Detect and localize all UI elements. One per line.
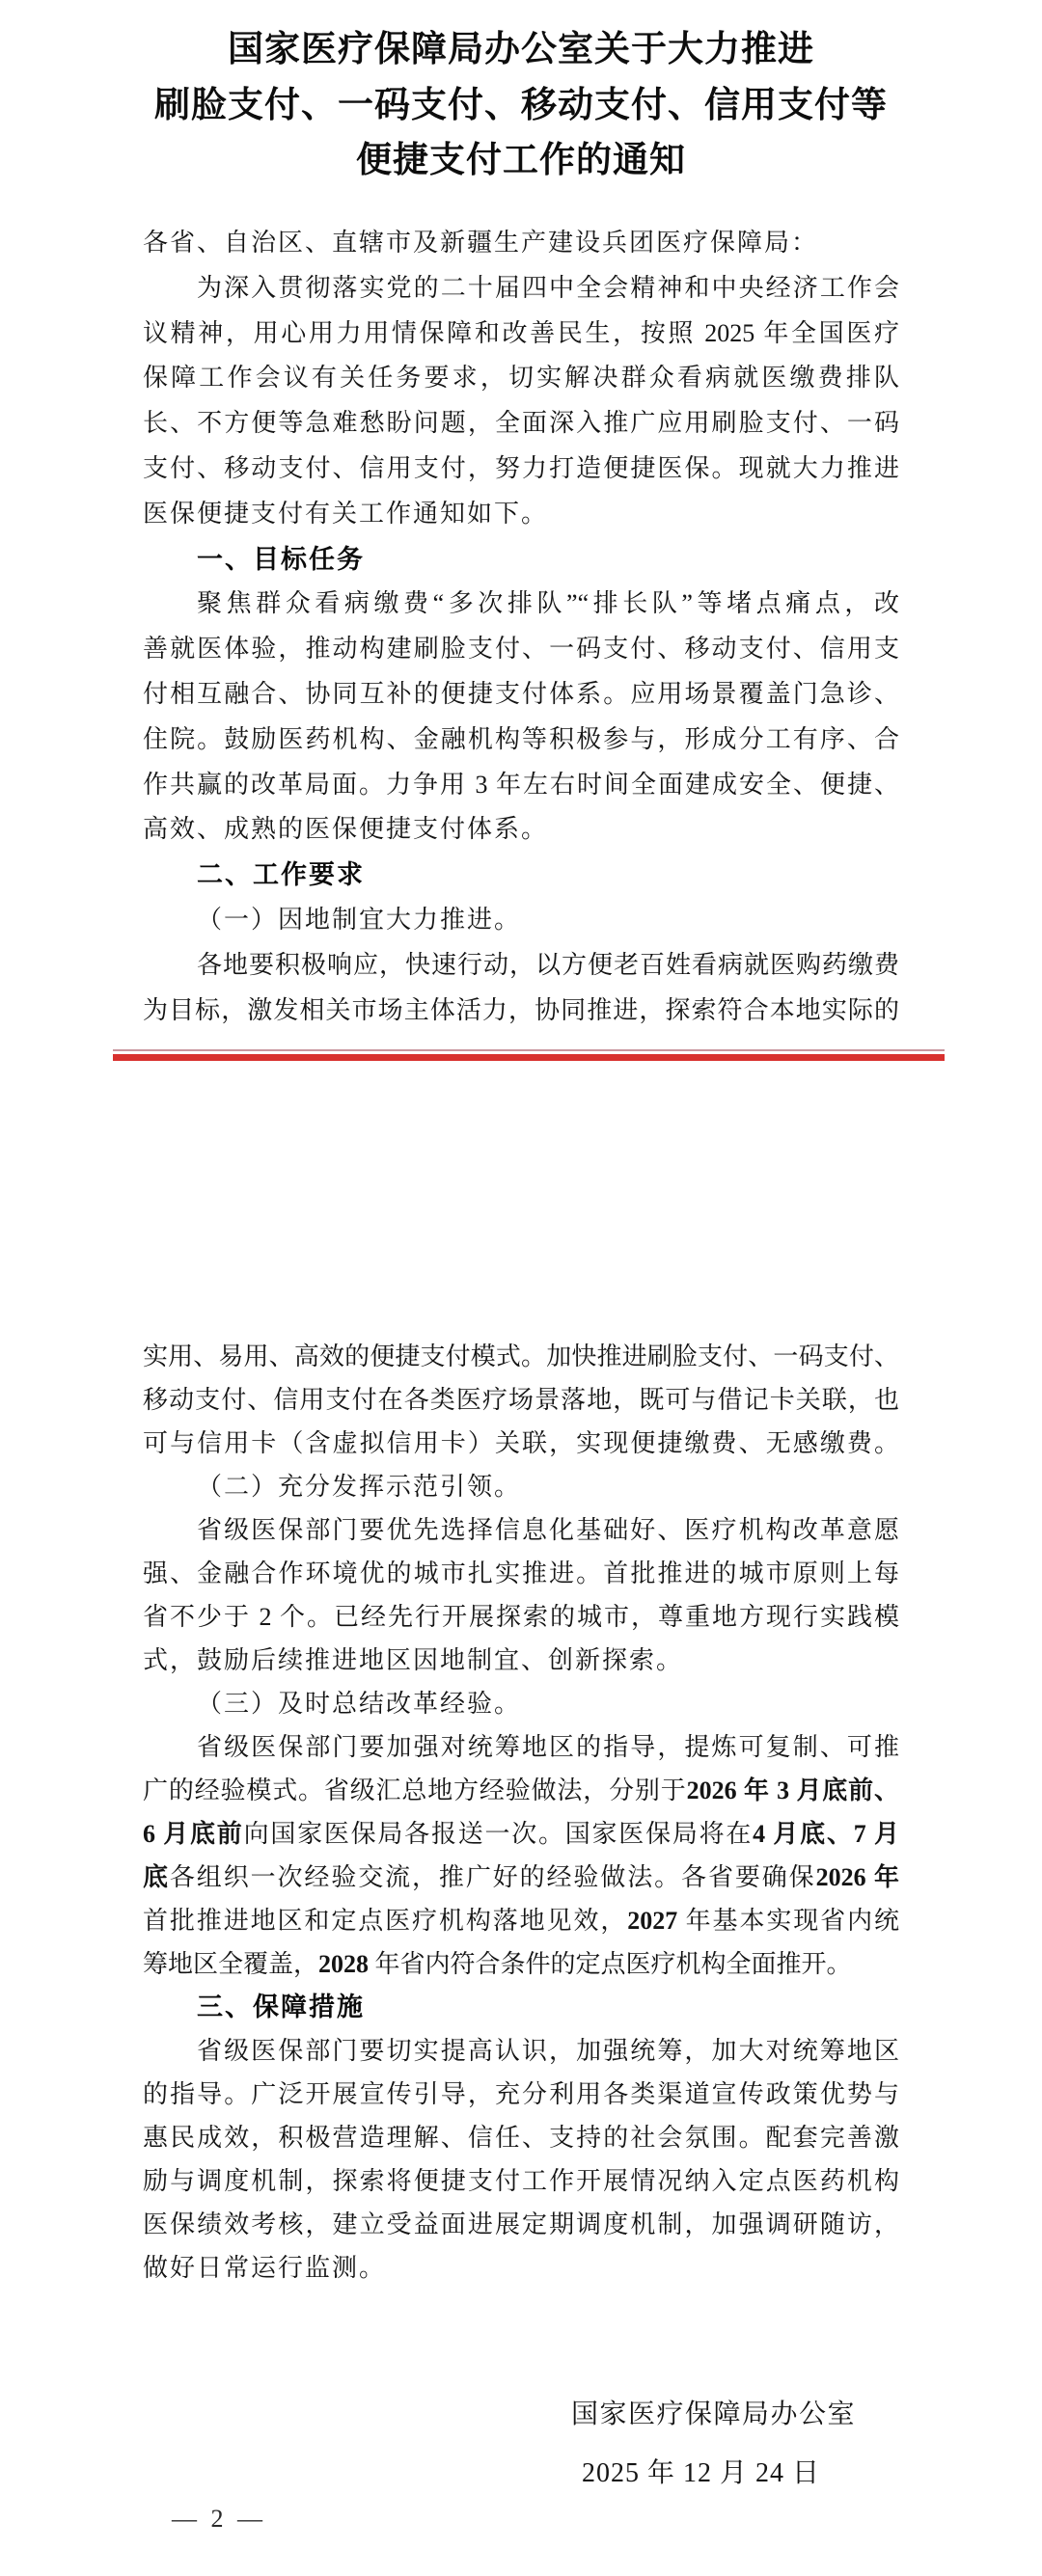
title-line: 便捷支付工作的通知 <box>356 141 686 180</box>
body-line: 强、金融合作环境优的城市扎实推进。首批推进的城市原则上每 <box>143 1559 899 1587</box>
body-line: 高效、成熟的医保便捷支付体系。 <box>143 815 549 844</box>
body-line: 住院。鼓励医药机构、金融机构等积极参与，形成分工有序、合 <box>143 724 899 753</box>
body-line: 做好日常运行监测。 <box>143 2254 387 2282</box>
body-line: 医保便捷支付有关工作通知如下。 <box>143 499 549 528</box>
section-heading: 二、工作要求 <box>197 860 365 890</box>
body-line: 省不少于 2 个。已经先行开展探索的城市，尊重地方现行实践模 <box>143 1603 899 1631</box>
body-line: 善就医体验，推动构建刷脸支付、一码支付、移动支付、信用支 <box>143 635 899 664</box>
subsection-heading: （三）及时总结改革经验。 <box>197 1690 522 1718</box>
body-line: 长、不方便等急难愁盼问题，全面深入推广应用刷脸支付、一码 <box>143 409 899 438</box>
body-line: 筹地区全覆盖，2028 年省内符合条件的定点医疗机构全面推开。 <box>143 1950 852 1978</box>
document-title <box>0 22 1042 189</box>
issuer-signature: 国家医疗保障局办公室 <box>570 2400 856 2429</box>
body-line: 省级医保部门要优先选择信息化基础好、医疗机构改革意愿 <box>197 1516 899 1544</box>
issue-date: 2025 年 12 月 24 日 <box>581 2458 820 2488</box>
title-line: 国家医疗保障局办公室关于大力推进 <box>228 30 814 69</box>
body-line: 6 月底前向国家医保局各报送一次。国家医保局将在4 月底、7 月 <box>143 1820 899 1848</box>
body-line: 聚焦群众看病缴费“多次排队”“排长队”等堵点痛点，改 <box>197 589 899 618</box>
page-number: — 2 — <box>172 2505 266 2533</box>
page2-body <box>143 1335 899 2290</box>
subsection-heading: （二）充分发挥示范引领。 <box>197 1473 522 1501</box>
body-line: 医保绩效考核，建立受益面进展定期调度机制，加强调研随访， <box>143 2210 899 2238</box>
body-line: 付相互融合、协同互补的便捷支付体系。应用场景覆盖门急诊、 <box>143 679 899 708</box>
body-line: 议精神，用心用力用情保障和改善民生，按照 2025 年全国医疗 <box>143 318 899 347</box>
title-line: 刷脸支付、一码支付、移动支付、信用支付等 <box>154 85 888 125</box>
body-line: 底各组织一次经验交流，推广好的经验做法。各省要确保2026 年 <box>143 1863 899 1891</box>
body-line: 作共赢的改革局面。力争用 3 年左右时间全面建成安全、便捷、 <box>143 770 899 799</box>
page-break-thick-line <box>113 1054 945 1061</box>
body-line: 广的经验模式。省级汇总地方经验做法，分别于2026 年 3 月底前、 <box>143 1776 899 1804</box>
body-line: 移动支付、信用支付在各类医疗场景落地，既可与借记卡关联，也 <box>143 1386 899 1414</box>
body-line: 首批推进地区和定点医疗机构落地见效，2027 年基本实现省内统 <box>143 1907 899 1935</box>
body-line: 省级医保部门要切实提高认识，加强统筹，加大对统筹地区 <box>197 2037 899 2065</box>
body-line: 为目标，激发相关市场主体活力，协同推进，探索符合本地实际的 <box>143 995 899 1024</box>
section-heading: 三、保障措施 <box>197 1993 365 2021</box>
body-line: 式，鼓励后续推进地区因地制宜、创新探索。 <box>143 1646 684 1674</box>
body-line: 保障工作会议有关任务要求，切实解决群众看病就医缴费排队 <box>143 364 899 393</box>
body-line: 省级医保部门要加强对统筹地区的指导，提炼可复制、可推 <box>197 1733 899 1761</box>
subsection-heading: （一）因地制宜大力推进。 <box>197 905 522 934</box>
addressee-line: 各省、自治区、直辖市及新疆生产建设兵团医疗保障局： <box>143 229 819 257</box>
body-line: 励与调度机制，探索将便捷支付工作开展情况纳入定点医药机构 <box>143 2167 899 2195</box>
page1-body <box>143 221 899 1033</box>
body-line: 惠民成效，积极营造理解、信任、支持的社会氛围。配套完善激 <box>143 2124 899 2152</box>
body-line: 可与信用卡（含虚拟信用卡）关联，实现便捷缴费、无感缴费。 <box>143 1429 899 1457</box>
body-line: 的指导。广泛开展宣传引导，充分利用各类渠道宣传政策优势与 <box>143 2080 899 2108</box>
section-heading: 一、目标任务 <box>197 544 365 574</box>
page-break-thin-line <box>113 1049 945 1051</box>
body-line: 实用、易用、高效的便捷支付模式。加快推进刷脸支付、一码支付、 <box>143 1342 899 1370</box>
body-line: 支付、移动支付、信用支付，努力打造便捷医保。现就大力推进 <box>143 453 899 482</box>
body-line: 各地要积极响应，快速行动，以方便老百姓看病就医购药缴费 <box>197 950 899 979</box>
body-line: 为深入贯彻落实党的二十届四中全会精神和中央经济工作会 <box>197 273 899 302</box>
